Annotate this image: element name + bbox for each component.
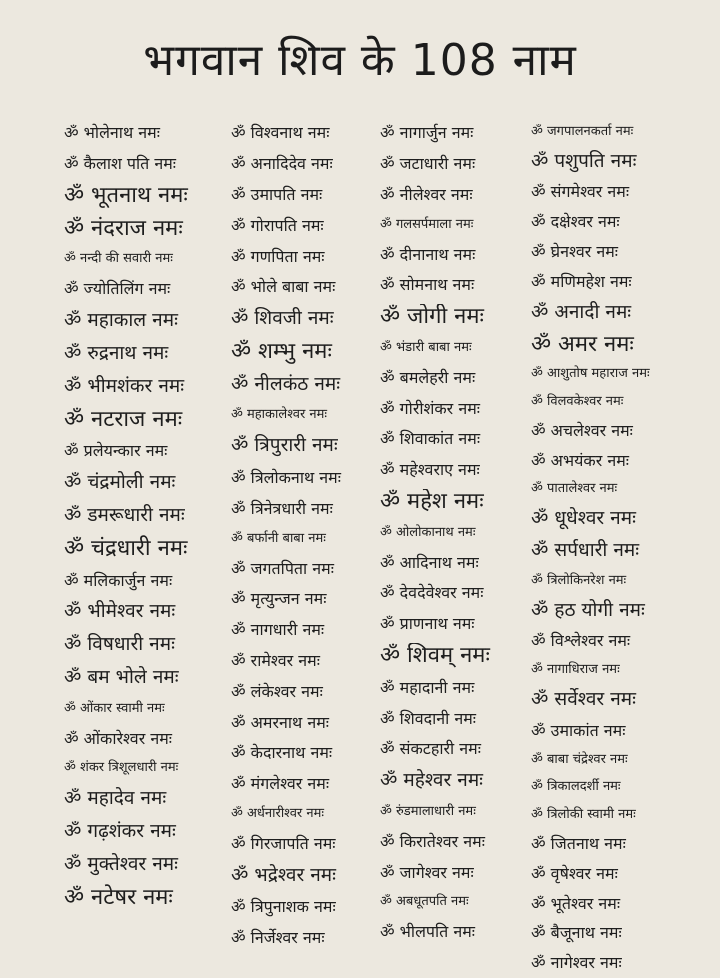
names-column-1 — [64, 118, 236, 914]
shiva-name-item: ॐ भोलेनाथ नमः — [64, 123, 160, 143]
shiva-name-item: ॐ दक्षेश्वर नमः — [531, 212, 620, 232]
shiva-name-item: ॐ भद्रेश्वर नमः — [231, 863, 337, 886]
shiva-name-item: ॐ त्रिलोकी स्वामी नमः — [531, 807, 636, 823]
shiva-name-item: ॐ हठ योगी नमः — [531, 598, 645, 621]
shiva-name-item: ॐ भीमशंकर नमः — [64, 374, 185, 397]
shiva-name-item: ॐ धूधेश्वर नमः — [531, 507, 636, 530]
page-title: भगवान शिव के 108 नाम — [143, 35, 577, 86]
shiva-name-item: ॐ आशुतोष महाराज नमः — [531, 366, 650, 382]
shiva-name-item: ॐ बमलेहरी नमः — [380, 367, 476, 387]
shiva-name-item: ॐ महादानी नमः — [380, 677, 475, 697]
shiva-name-item: ॐ त्रिपुनाशक नमः — [231, 897, 336, 917]
shiva-name-item: ॐ ओंकारेश्वर नमः — [64, 728, 173, 748]
shiva-name-item: ॐ नटेषर नमः — [64, 884, 173, 910]
shiva-name-item: ॐ भीलपति नमः — [380, 922, 476, 942]
shiva-name-item: ॐ गणपिता नमः — [231, 246, 325, 266]
shiva-name-item: ॐ चंद्रमोली नमः — [64, 471, 176, 494]
names-column-3 — [380, 118, 530, 948]
shiva-name-item: ॐ दीनानाथ नमः — [380, 244, 476, 264]
shiva-name-item: ॐ रामेश्वर नमः — [231, 650, 320, 670]
shiva-name-item: ॐ त्रिलोकिनरेश नमः — [531, 572, 627, 588]
names-column-2 — [231, 118, 381, 954]
shiva-name-item: ॐ ओलोकानाथ नमः — [380, 524, 476, 540]
shiva-name-item: ॐ नागाधिराज नमः — [531, 662, 620, 678]
shiva-name-item: ॐ अभयंकर नमः — [531, 450, 630, 470]
shiva-name-item: ॐ गोरापति नमः — [231, 215, 324, 235]
shiva-name-item: ॐ ओंकार स्वामी नमः — [64, 700, 165, 716]
shiva-name-item: ॐ भीमेश्वर नमः — [64, 600, 176, 623]
shiva-name-item: ॐ महेश्वराए नमः — [380, 460, 480, 480]
shiva-name-item: ॐ ज्योतिलिंग नमः — [64, 279, 171, 299]
shiva-name-item: ॐ मणिमहेश नमः — [531, 271, 632, 291]
shiva-name-item: ॐ जगतपिता नमः — [231, 558, 334, 578]
shiva-name-item: ॐ मलिकार्जुन नमः — [64, 570, 173, 590]
shiva-name-item: ॐ अनादिदेव नमः — [231, 154, 333, 174]
shiva-name-item: ॐ शंकर त्रिशूलधारी नमः — [64, 760, 179, 776]
shiva-name-item: ॐ सर्पधारी नमः — [531, 539, 640, 562]
shiva-name-item: ॐ नीलेश्वर नमः — [380, 184, 473, 204]
shiva-name-item: ॐ अर्धनारीश्वर नमः — [231, 805, 324, 821]
shiva-name-item: ॐ अबधूतपति नमः — [380, 894, 469, 910]
shiva-name-item: ॐ जितनाथ नमः — [531, 834, 626, 854]
shiva-name-item: ॐ जटाधारी नमः — [380, 154, 476, 174]
shiva-name-item: ॐ उमाकांत नमः — [531, 720, 626, 740]
shiva-name-item: ॐ नटराज नमः — [64, 406, 183, 432]
shiva-name-item: ॐ सर्वेश्वर नमः — [531, 688, 636, 711]
shiva-name-item: ॐ जगपालनकर्ता नमः — [531, 123, 634, 139]
shiva-name-item: ॐ त्रिलोकनाथ नमः — [231, 468, 341, 488]
shiva-name-item: ॐ कैलाश पति नमः — [64, 154, 177, 174]
shiva-name-item: ॐ भोले बाबा नमः — [231, 277, 336, 297]
shiva-name-item: ॐ पातालेश्वर नमः — [531, 481, 618, 497]
shiva-name-item: ॐ शिवजी नमः — [231, 307, 334, 330]
shiva-name-item: ॐ मुक्तेश्वर नमः — [64, 852, 178, 875]
shiva-name-item: ॐ प्राणनाथ नमः — [380, 614, 475, 634]
shiva-name-item: ॐ चंद्रधारी नमः — [64, 536, 188, 562]
shiva-name-item: ॐ संकटहारी नमः — [380, 739, 481, 759]
shiva-name-item: ॐ महादेव नमः — [64, 787, 167, 810]
shiva-name-item: ॐ भंडारी बाबा नमः — [380, 339, 472, 355]
shiva-name-item: ॐ त्रिपुरारी नमः — [231, 434, 338, 457]
shiva-name-item: ॐ नंदराज नमः — [64, 216, 183, 242]
shiva-name-item: ॐ निर्जेश्वर नमः — [231, 928, 325, 948]
shiva-name-item: ॐ गलसर्पमाला नमः — [380, 216, 474, 232]
shiva-name-item: ॐ विश्लेश्वर नमः — [531, 631, 631, 651]
shiva-name-item: ॐ डमरूधारी नमः — [64, 504, 185, 527]
names-column-4 — [531, 118, 709, 978]
shiva-name-item: ॐ बैजूनाथ नमः — [531, 923, 622, 943]
shiva-name-item: ॐ गिरजापति नमः — [231, 833, 336, 853]
shiva-name-item: ॐ देवदेवेश्वर नमः — [380, 583, 484, 603]
shiva-name-item: ॐ भूतेश्वर नमः — [531, 893, 621, 913]
shiva-name-item: ॐ शिवाकांत नमः — [380, 429, 481, 449]
shiva-name-item: ॐ नीलकंठ नमः — [231, 372, 341, 395]
shiva-name-item: ॐ विलवकेश्वर नमः — [531, 393, 624, 409]
shiva-name-item: ॐ त्रिनेत्रधारी नमः — [231, 498, 333, 518]
shiva-name-item: ॐ अमरनाथ नमः — [231, 712, 330, 732]
shiva-name-item: ॐ रुंडमालाधारी नमः — [380, 803, 476, 819]
shiva-name-item: ॐ पशुपति नमः — [531, 149, 637, 172]
shiva-name-item: ॐ नागधारी नमः — [231, 620, 325, 640]
shiva-name-item: ॐ शम्भु नमः — [231, 339, 332, 365]
shiva-name-item: ॐ अचलेश्वर नमः — [531, 420, 633, 440]
shiva-name-item: ॐ महाकाल नमः — [64, 309, 178, 332]
shiva-name-item: ॐ मंगलेश्वर नमः — [231, 774, 330, 794]
shiva-name-item: ॐ केदारनाथ नमः — [231, 743, 333, 763]
shiva-name-item: ॐ जोगी नमः — [380, 304, 484, 330]
shiva-name-item: ॐ घ्रेनश्वर नमः — [531, 242, 619, 262]
shiva-name-item: ॐ महाकालेश्वर नमः — [231, 407, 328, 423]
shiva-name-item: ॐ सोमनाथ नमः — [380, 275, 475, 295]
shiva-name-item: ॐ महेश नमः — [380, 489, 484, 515]
shiva-name-item: ॐ शिवम् नमः — [380, 643, 490, 669]
shiva-name-item: ॐ किरातेश्वर नमः — [380, 831, 485, 851]
shiva-name-item: ॐ गोरीशंकर नमः — [380, 398, 480, 418]
shiva-name-item: ॐ संगमेश्वर नमः — [531, 182, 630, 202]
shiva-name-item: ॐ उमापति नमः — [231, 184, 323, 204]
shiva-name-item: ॐ बर्फानी बाबा नमः — [231, 530, 326, 546]
shiva-name-item: ॐ विषधारी नमः — [64, 633, 175, 656]
shiva-name-item: ॐ वृषेश्वर नमः — [531, 863, 618, 883]
shiva-name-item: ॐ शिवदानी नमः — [380, 708, 477, 728]
shiva-name-item: ॐ नागार्जुन नमः — [380, 123, 474, 143]
shiva-name-item: ॐ बाबा चंद्रेश्वर नमः — [531, 751, 628, 767]
shiva-name-item: ॐ जागेश्वर नमः — [380, 862, 474, 882]
shiva-name-item: ॐ बम भोले नमः — [64, 666, 179, 689]
shiva-name-item: ॐ लंकेश्वर नमः — [231, 681, 323, 701]
shiva-name-item: ॐ गढ़शंकर नमः — [64, 820, 176, 843]
shiva-name-item: ॐ त्रिकालदर्शी नमः — [531, 779, 621, 795]
shiva-name-item: ॐ अनादी नमः — [531, 300, 632, 323]
shiva-name-item: ॐ भूतनाथ नमः — [64, 183, 188, 209]
shiva-name-item: ॐ आदिनाथ नमः — [380, 552, 479, 572]
shiva-name-item: ॐ प्रलेयन्कार नमः — [64, 441, 168, 461]
shiva-name-item: ॐ नागेश्वर नमः — [531, 953, 622, 973]
shiva-name-item: ॐ अमर नमः — [531, 331, 634, 357]
shiva-name-item: ॐ नन्दी की सवारी नमः — [64, 251, 173, 267]
shiva-name-item: ॐ मृत्युन्जन नमः — [231, 589, 327, 609]
shiva-name-item: ॐ रुद्रनाथ नमः — [64, 342, 169, 365]
shiva-name-item: ॐ विश्वनाथ नमः — [231, 123, 330, 143]
shiva-name-item: ॐ महेश्वर नमः — [380, 769, 484, 792]
